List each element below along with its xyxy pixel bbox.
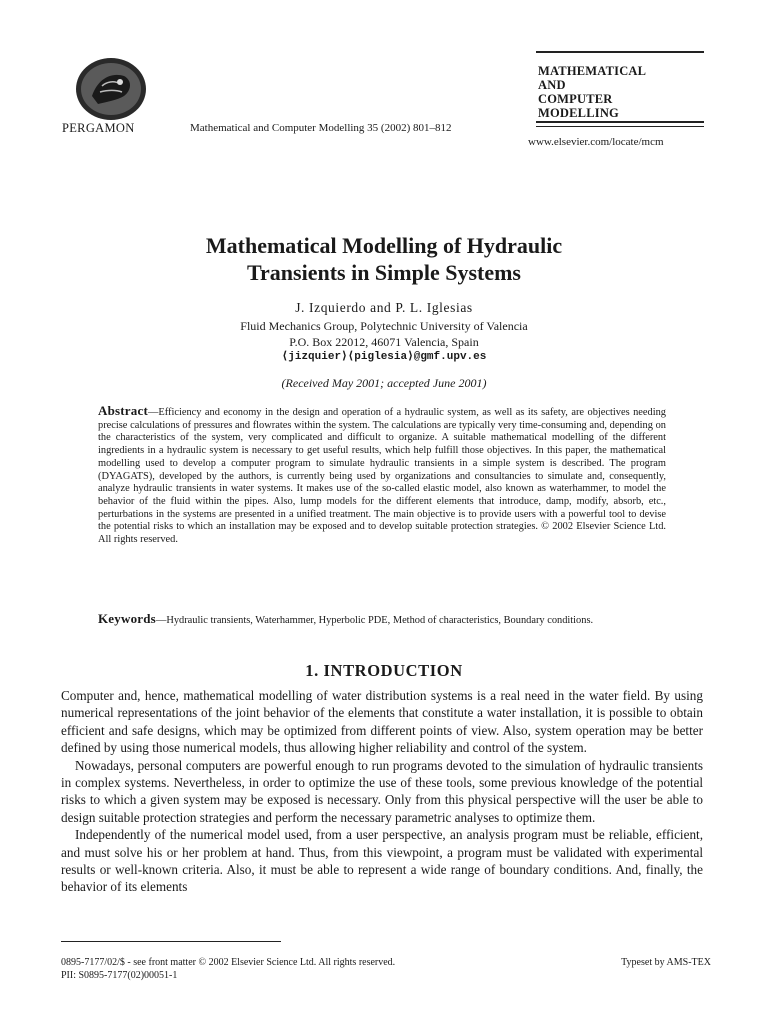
footnote-rule: [61, 941, 281, 942]
affiliation: Fluid Mechanics Group, Polytechnic University of Valencia: [240, 319, 528, 333]
copyright-line: 0895-7177/02/$ - see front matter © 2002 Elsevier Science Ltd. All rights reserved.: [61, 957, 396, 968]
address: P.O. Box 22012, 46071 Valencia, Spain: [289, 334, 479, 349]
received-dates: (Received May 2001; accepted June 2001): [281, 376, 487, 390]
journal-rule-top: [536, 51, 704, 53]
title-line: Mathematical Modelling of Hydraulic: [205, 233, 563, 258]
pii-line: PII: S0895-7177(02)00051-1: [61, 969, 178, 981]
title-line: Transients in Simple Systems: [246, 260, 521, 285]
journal-rule: [536, 126, 704, 127]
journal-name-line: COMPUTER: [538, 92, 613, 106]
journal-citation: Mathematical and Computer Modelling 35 (2002) 801–812: [190, 122, 452, 134]
abstract: [98, 405, 666, 547]
abstract-text: —Efficiency and economy in the design and operation of a hydraulic system, as well as its safety, are objectives needing precise calculations of pressures and flowrates within the system. The calculations are typically very time-consuming and, depending on the characteristics of the system, very complicated and difficult to organize. A suitable mathematical modelling of the different ingredients in a hydraulic system is necessary to get useful results, which help fulfill those objectives. In this paper, the mathematical modelling used to develop a computer program to simulate hydraulic transients in a simple system is described. The program (DYAGATS), developed by the authors, is currently being used by organizations and consultancies to simulate and, consequently, analyze hydraulic transients in water systems. It makes use of the so-called elastic model, also known as waterhammer, to model the behavior of the fluid within the pipes. Also, lump models for the different elements that introduce, damp, modify, absorb, etc., perturbations in the systems are presented in a unified treatment. The main objective is to provide users with a powerful tool to devise the potential risks to which an installation may be exposed and to develop suitable protection strategies. © 2002 Elsevier Science Ltd. All rights reserved.: [98, 407, 666, 546]
abstract-label: Abstract: [98, 403, 148, 418]
keywords: [98, 613, 666, 628]
typeset-note: Typeset by AMS-TEX: [621, 957, 711, 968]
author-emails: ⟨jizquier⟩⟨piglesia⟩@gmf.upv.es: [281, 351, 487, 363]
body-paragraph: Computer and, hence, mathematical modelling of water distribution systems is a real need in the water field. By using numerical representations of the joint behavior of the elements that constitute a water installation, it is possible to obtain efficient and safe designs, which may be optimized from different points of view. Also, system operation may be better defined by using those numerical models, thus allowing higher reliability and control of the system.: [61, 688, 703, 756]
pergamon-logo: [72, 56, 150, 122]
authors: J. Izquierdo and P. L. Iglesias: [295, 300, 473, 315]
body-paragraph: Nowadays, personal computers are powerful enough to run programs devoted to the simulation of hydraulic transients in complex systems. Nevertheless, in order to optimize the use of these tools, some previous knowledge of the potential risks to which a given system may be exposed is necessary. Only from this physical perspective will the user be able to design suitable protection strategies and perform the necessary parametric analyses to optimize them.: [61, 757, 703, 825]
affiliation-block: [0, 319, 768, 366]
section-heading: 1. INTRODUCTION: [305, 661, 463, 680]
journal-name-line: MODELLING: [538, 106, 619, 120]
journal-rule: [536, 121, 704, 123]
body-paragraph: Independently of the numerical model used, from a user perspective, an analysis program must be reliable, efficient, and must solve his or her problem at hand. Thus, from this viewpoint, a program must be validated with experimental results or well-known criteria. Also, it must be able to represent a wide range of boundary conditions. And, finally, the behavior of its elements: [61, 827, 703, 895]
journal-name-line: MATHEMATICAL: [538, 64, 647, 78]
paper-title: [0, 232, 768, 286]
journal-name-line: AND: [538, 78, 566, 92]
keywords-text: —Hydraulic transients, Waterhammer, Hyperbolic PDE, Method of characteristics, Boundary conditions.: [155, 615, 594, 626]
footer: [61, 957, 711, 982]
publisher-name: PERGAMON: [62, 121, 135, 135]
journal-name: [538, 64, 646, 120]
keywords-label: Keywords: [98, 611, 156, 626]
section-body: [61, 687, 703, 896]
journal-website-link[interactable]: www.elsevier.com/locate/mcm: [528, 136, 664, 148]
